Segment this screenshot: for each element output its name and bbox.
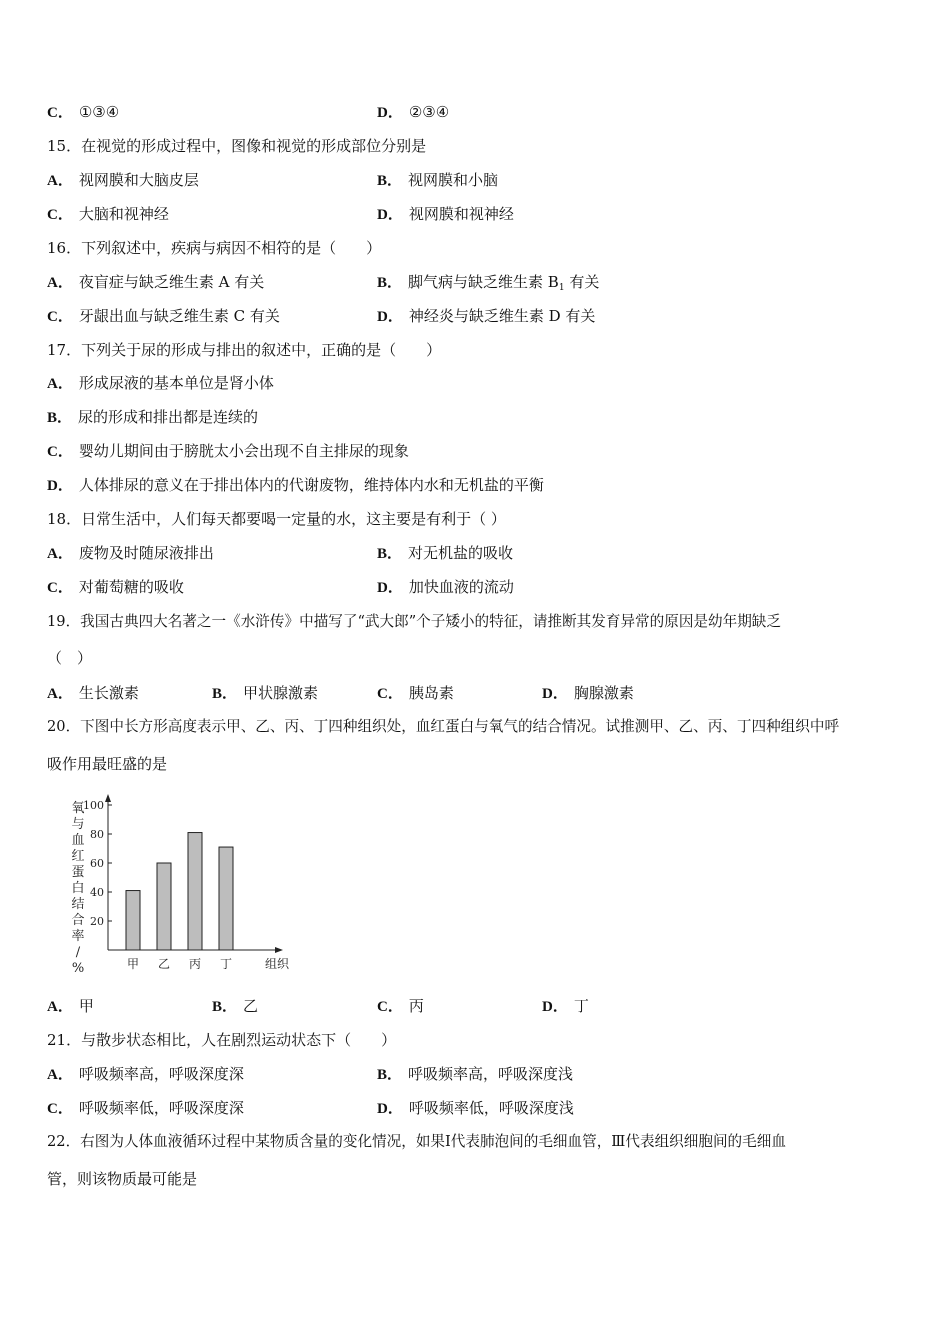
q15-stem: 15．在视觉的形成过程中，图像和视觉的形成部位分别是	[47, 137, 427, 155]
q15-option-c: C． 大脑和视神经	[47, 205, 169, 223]
q19-stem: 19．我国古典四大名著之一《水浒传》中描写了“武大郎”个子矮小的特征，请推断其发育异常的原因是幼年期缺乏	[47, 613, 781, 630]
q22-stem: 22．右图为人体血液循环过程中某物质含量的变化情况，如果Ⅰ代表肺泡间的毛细血管，Ⅲ代表组织细胞间的毛细血	[47, 1133, 786, 1150]
bar-chart	[62, 790, 292, 980]
q18-option-a: A． 废物及时随尿液排出	[47, 544, 214, 562]
bar-丙	[188, 833, 202, 950]
bar-乙	[157, 863, 171, 950]
y-tick-label: 20	[90, 915, 104, 928]
q17-option-b: B． 尿的形成和排出都是连续的	[47, 408, 259, 426]
q16-option-d: D． 神经炎与缺乏维生素 D 有关	[377, 307, 596, 325]
x-category-label: 甲	[126, 957, 140, 971]
q17-option-d: D． 人体排尿的意义在于排出体内的代谢废物，维持体内水和无机盐的平衡	[47, 476, 544, 494]
q21-option-a: A． 呼吸频率高，呼吸深度深	[47, 1065, 244, 1083]
q18-stem: 18．日常生活中，人们每天都要喝一定量的水，这主要是有利于（ ）	[47, 510, 506, 528]
bar-丁	[219, 847, 233, 950]
y-label-char: 合	[71, 913, 85, 928]
q15-option-d: D． 视网膜和视神经	[377, 205, 514, 223]
y-label-char: 蛋	[71, 865, 85, 880]
y-label-char: %	[71, 961, 85, 976]
q17-stem: 17．下列关于尿的形成与排出的叙述中，正确的是（ ）	[47, 341, 442, 359]
y-label-char: 血	[71, 833, 85, 848]
q20-option-d: D． 丁	[542, 997, 589, 1015]
q16-stem: 16．下列叙述中，疾病与病因不相符的是（ ）	[47, 239, 382, 257]
q20-option-b: B． 乙	[212, 997, 259, 1015]
x-category-label: 丙	[188, 957, 202, 971]
y-label-char: 白	[71, 881, 85, 896]
q21-option-d: D． 呼吸频率低，呼吸深度浅	[377, 1099, 574, 1117]
q16-option-c: C． 牙龈出血与缺乏维生素 C 有关	[47, 307, 280, 325]
bar-甲	[126, 891, 140, 950]
y-axis-label	[71, 801, 84, 976]
q22-stem-cont: 管，则该物质最可能是	[47, 1170, 198, 1188]
q18-option-b: B． 对无机盐的吸收	[377, 544, 514, 562]
q16-option-a: A． 夜盲症与缺乏维生素 A 有关	[47, 273, 265, 291]
y-label-char: 率	[71, 929, 85, 944]
y-axis-arrow	[105, 794, 111, 802]
q19-option-c: C． 胰岛素	[377, 684, 454, 702]
q18-option-c: C． 对葡萄糖的吸收	[47, 578, 184, 596]
q19-option-a: A． 生长激素	[47, 684, 139, 702]
q18-option-d: D． 加快血液的流动	[377, 578, 514, 596]
y-label-char: 红	[71, 849, 85, 864]
q17-option-a: A． 形成尿液的基本单位是肾小体	[47, 374, 274, 392]
y-tick-label: 100	[83, 799, 104, 812]
q14-option-c: C． ①③④	[47, 103, 120, 121]
q20-option-a: A． 甲	[47, 997, 94, 1015]
q17-option-c: C． 婴幼儿期间由于膀胱太小会出现不自主排尿的现象	[47, 442, 409, 460]
x-axis-arrow	[275, 947, 283, 953]
y-tick-label: 40	[90, 886, 104, 899]
q15-option-a: A． 视网膜和大脑皮层	[47, 171, 199, 189]
x-axis-label: 组织	[265, 957, 290, 971]
q20-stem: 20．下图中长方形高度表示甲、乙、丙、丁四种组织处，血红蛋白与氧气的结合情况。试推测甲、乙、丙、丁四种组织中呼	[47, 718, 840, 735]
q16-option-b: B． 脚气病与缺乏维生素 $B_1$ 有关	[377, 273, 600, 293]
y-label-char: 结	[71, 897, 85, 912]
q21-option-b: B． 呼吸频率高，呼吸深度浅	[377, 1065, 574, 1083]
q20-option-c: C． 丙	[377, 997, 424, 1015]
q20-stem-cont: 吸作用最旺盛的是	[47, 755, 168, 773]
y-label-char: 与	[71, 817, 85, 832]
q19-stem-cont: （ ）	[47, 649, 93, 667]
x-category-label: 乙	[157, 957, 171, 971]
y-tick-label: 60	[90, 857, 104, 870]
x-category-label: 丁	[219, 957, 233, 971]
q15-option-b: B． 视网膜和小脑	[377, 171, 499, 189]
q14-option-d: D． ②③④	[377, 103, 450, 121]
q21-stem: 21．与散步状态相比，人在剧烈运动状态下（ ）	[47, 1031, 397, 1049]
q19-option-b: B． 甲状腺激素	[212, 684, 319, 702]
y-tick-label: 80	[90, 828, 104, 841]
q19-option-d: D． 胸腺激素	[542, 684, 634, 702]
y-label-char: 氧	[71, 801, 85, 816]
y-label-char: /	[75, 945, 81, 960]
q21-option-c: C． 呼吸频率低，呼吸深度深	[47, 1099, 244, 1117]
